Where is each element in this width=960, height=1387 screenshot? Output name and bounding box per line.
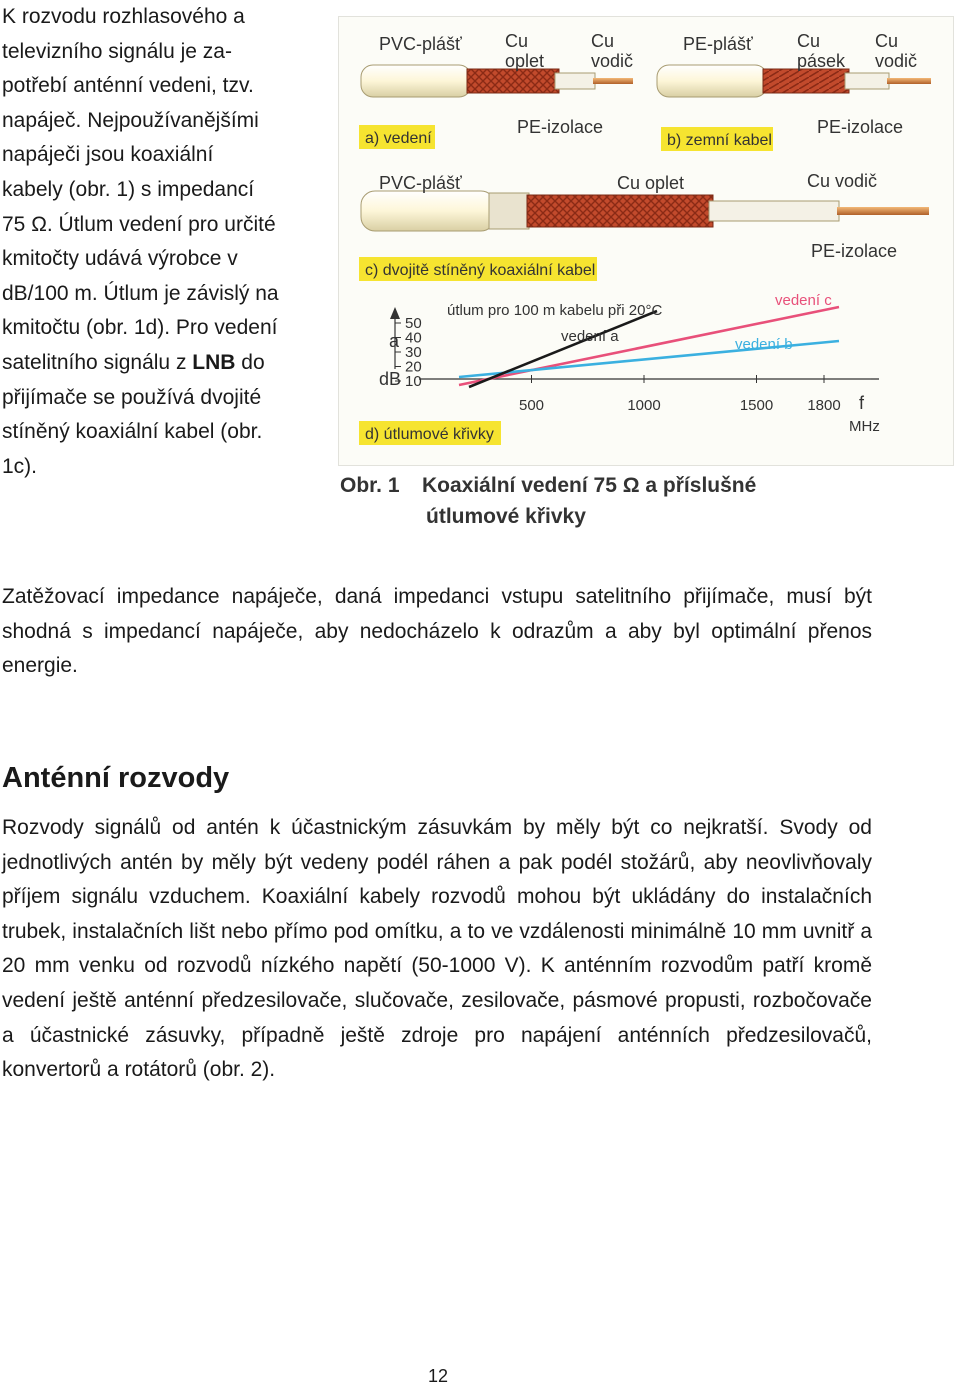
section-heading: Anténní rozvody — [2, 762, 230, 794]
cable-a-label-cu-oplet-2: oplet — [505, 51, 545, 71]
cable-c-label-pvc: PVC-plášť — [379, 173, 462, 193]
y-axis-arrow-icon — [390, 307, 400, 319]
intro-line: 75 Ω. Útlum vedení pro určité — [2, 212, 276, 236]
page-number: 12 — [427, 1366, 449, 1386]
y-tick-label: 10 — [405, 373, 422, 390]
paragraph-impedance: Zatěžovací impedance napáječe, daná impedanci vstupu satelitního přijímače, musí být shodná s impedancí napáječe, aby nedocházelo k odrazům a aby byl optimální přenos energie. — [2, 585, 872, 678]
x-tick-label: 1500 — [739, 397, 774, 414]
intro-line: kmitočty udává výrobce v — [2, 247, 238, 271]
cable-figure-svg — [339, 17, 953, 465]
paragraph-rozvody: Rozvody signálů od antén k účastnickým zásuvkám by měly být co nejkratší. Svody od jednotlivých antén by měly být vedeny podél ráhen a pak podél stožárů, aby neovlivňovaly příjem signálu vzduchem. Koaxiální kabely rozvodů mohou být ukládány do instalačních trubek, instalačních lišt nebo přímo pod omítku, a to ve vzdálenosti minimálně 10 mm uvnitř a 20 mm venku od rozvodů nízkého napětí (50-1000 V). K anténním rozvodům patří kromě vedení ještě anténní předzesilovače, slučovače, zesilovače, pásmové propusti, rozbočovače a účastnické zásuvky, případně ještě zdroje pro napájení anténních předzesilovačů, konvertorů a rotátorů (obr. 2). — [2, 816, 872, 1082]
lnb-term: LNB — [192, 350, 236, 374]
intro-line: kmitočtu (obr. 1d). Pro vedení — [2, 316, 278, 340]
cable-c-label-cu-vodic: Cu vodič — [807, 171, 878, 191]
cable-a-tag: a) vedení — [365, 130, 432, 147]
cable-a-label-pvc: PVC-plášť — [379, 34, 462, 54]
cable-c — [361, 191, 929, 231]
intro-line: přijímače se používá dvojité — [2, 385, 262, 409]
chart-x-symbol: f — [859, 393, 865, 413]
x-tick-label: 500 — [518, 397, 545, 414]
caption-line2: útlumové křivky — [426, 505, 586, 528]
intro-line: kabely (obr. 1) s impedancí — [2, 177, 255, 201]
cable-c-tag: c) dvojitě stíněný koaxiální kabel — [365, 262, 596, 279]
cable-a-label-cu-oplet: Cu — [505, 31, 529, 51]
cable-a-label-cu-vodic-2: vodič — [591, 51, 634, 71]
series-c-label: vedení c — [775, 292, 832, 309]
intro-line: 1c). — [2, 454, 38, 478]
cable-a-label-pe-izolace: PE-izolace — [517, 117, 604, 137]
intro-line: televizního signálu je za- — [2, 39, 232, 63]
cable-c-label-cu-oplet: Cu oplet — [617, 173, 685, 193]
chart-tag: d) útlumové křivky — [365, 426, 494, 443]
x-ticks — [519, 375, 841, 414]
intro-line: potřebí anténní vedeni, tzv. — [2, 74, 254, 98]
y-tick-label: 50 — [405, 315, 422, 332]
series-a-label: vedení a — [561, 328, 619, 345]
x-tick-label: 1000 — [627, 397, 661, 414]
figure-caption — [340, 470, 900, 532]
cable-c-label-pe-izolace: PE-izolace — [811, 241, 898, 261]
cable-b-label-pe-plast: PE-plášť — [683, 34, 753, 54]
intro-line: stíněný koaxiální kabel (obr. — [2, 420, 263, 444]
caption-line1: Koaxiální vedení 75 Ω a příslušné — [422, 474, 757, 497]
cable-figure — [338, 16, 954, 466]
intro-line: K rozvodu rozhlasového a — [2, 5, 245, 28]
intro-line: napáječ. Nejpoužívanějšími — [2, 108, 259, 132]
intro-line: dB/100 m. Útlum je závislý na — [2, 281, 279, 305]
series-b-label: vedení b — [735, 336, 793, 353]
chart-x-unit: MHz — [849, 418, 880, 435]
cable-b-label-cu-vodic-2: vodič — [875, 51, 918, 71]
y-tick-label: 30 — [405, 344, 422, 361]
chart-title: útlum pro 100 m kabelu při 20°C — [447, 302, 663, 319]
caption-number: Obr. 1 — [340, 474, 400, 497]
cable-a-label-cu-vodic: Cu — [591, 31, 615, 51]
cable-b-tag: b) zemní kabel — [667, 132, 772, 149]
y-tick-label: 40 — [405, 329, 422, 347]
cable-b-label-cu-pasek: Cu — [797, 31, 821, 51]
cable-b-label-cu-vodic: Cu — [875, 31, 899, 51]
cable-b-label-cu-pasek-2: pásek — [797, 51, 846, 71]
chart-y-unit: dB — [379, 369, 402, 389]
intro-line: napáječi jsou koaxiální — [2, 143, 214, 167]
intro-line: satelitního signálu z LNB do — [2, 350, 265, 374]
attenuation-chart — [390, 307, 879, 414]
x-tick-label: 1800 — [807, 397, 841, 414]
cable-b-label-pe-izolace: PE-izolace — [817, 117, 904, 137]
y-tick-label: 20 — [405, 358, 422, 376]
intro-paragraph — [2, 0, 308, 484]
chart-y-symbol: a — [389, 331, 400, 351]
